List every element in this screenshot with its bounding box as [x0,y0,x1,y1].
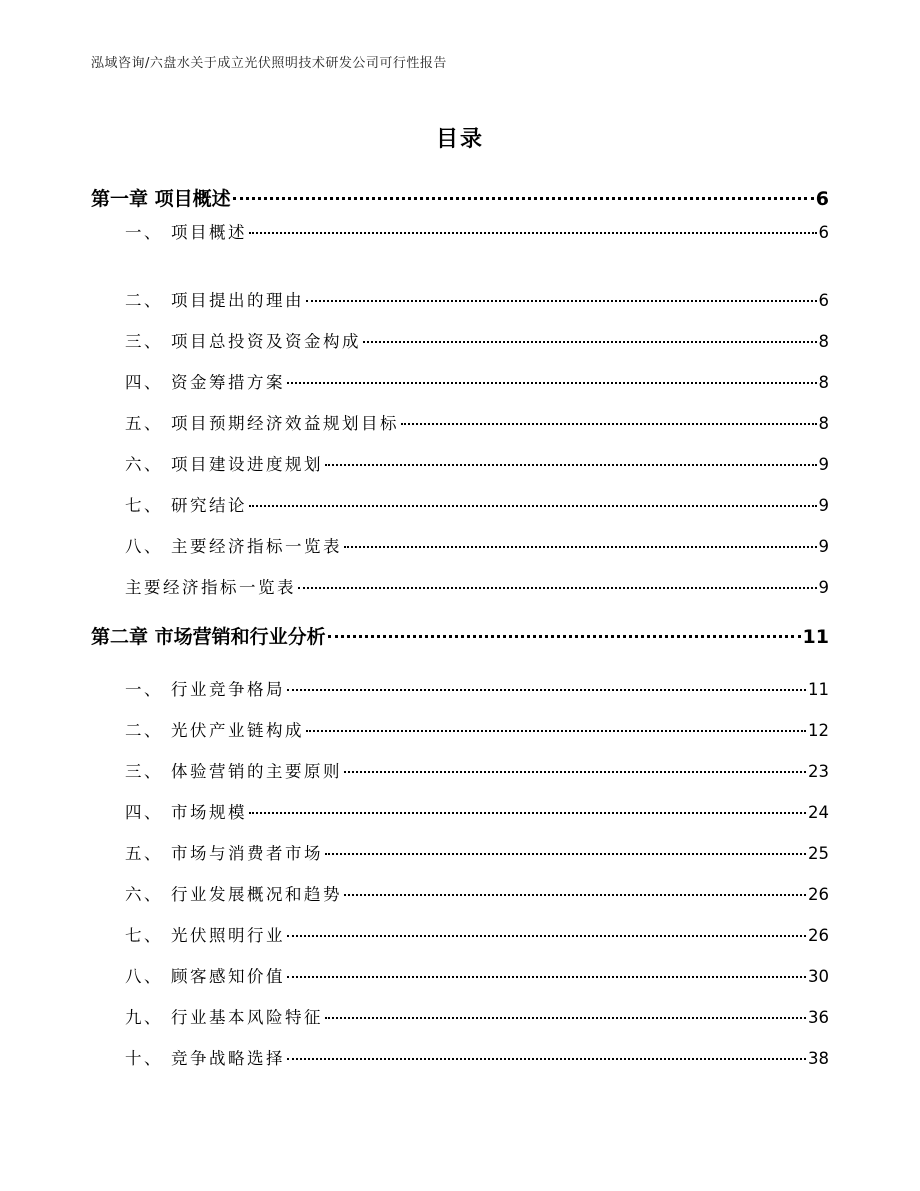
dot-leader [306,730,806,732]
item-number: 七、 [125,926,163,945]
item-number: 四、 [125,373,163,392]
dot-leader [287,976,806,978]
item-number: 七、 [125,496,163,515]
dot-leader [233,197,814,200]
page-number: 8 [818,414,829,433]
item-label: 行业发展概况和趋势 [171,885,342,904]
item-label: 光伏产业链构成 [171,721,304,740]
item-label: 项目预期经济效益规划目标 [171,414,399,433]
item-number: 三、 [125,332,163,351]
item-label: 市场规模 [171,803,247,822]
item-number: 二、 [125,291,163,310]
toc-item[interactable] [125,369,829,393]
item-number: 九、 [125,1008,163,1027]
item-number: 一、 [125,223,163,242]
item-number: 三、 [125,762,163,781]
item-label: 竞争战略选择 [171,1049,285,1068]
item-label: 市场与消费者市场 [171,844,323,863]
item-label: 项目概述 [171,223,247,242]
toc-item[interactable] [125,963,829,987]
page-number: 30 [808,967,829,986]
page-number: 24 [808,803,829,822]
item-number: 六、 [125,455,163,474]
chapter-label: 第二章 市场营销和行业分析 [91,626,326,648]
toc-item[interactable] [125,922,829,946]
item-number: 五、 [125,414,163,433]
toc-item[interactable] [125,533,829,557]
item-label: 行业竞争格局 [171,680,285,699]
toc-chapter-2[interactable] [91,622,829,649]
toc-item[interactable] [125,758,829,782]
item-label: 项目总投资及资金构成 [171,332,361,351]
page-number: 9 [818,496,829,515]
page-number: 12 [808,721,829,740]
item-label: 行业基本风险特征 [171,1008,323,1027]
toc-item[interactable] [125,451,829,475]
item-label: 项目建设进度规划 [171,455,323,474]
item-label: 研究结论 [171,496,247,515]
page-number: 6 [815,188,829,210]
page-number: 38 [808,1049,829,1068]
page-number: 8 [818,373,829,392]
dot-leader [325,464,817,466]
dot-leader [344,894,806,896]
page-number: 11 [808,680,829,699]
chapter-label: 第一章 项目概述 [91,188,231,210]
item-label: 资金筹措方案 [171,373,285,392]
page-number: 25 [808,844,829,863]
item-number: 八、 [125,537,163,556]
toc-item[interactable] [125,1045,829,1069]
toc-chapter-1[interactable] [91,184,829,211]
toc-item[interactable] [125,1004,829,1028]
dot-leader [328,635,801,638]
item-number: 六、 [125,885,163,904]
item-label: 主要经济指标一览表 [125,578,296,597]
page-header: 泓域咨询/六盘水关于成立光伏照明技术研发公司可行性报告 [91,56,447,71]
item-number: 一、 [125,680,163,699]
item-label: 主要经济指标一览表 [171,537,342,556]
page-number: 26 [808,885,829,904]
dot-leader [287,1058,806,1060]
item-number: 八、 [125,967,163,986]
page-number: 9 [818,578,829,597]
toc-item[interactable] [125,881,829,905]
dot-leader [249,505,817,507]
toc-item[interactable] [125,287,829,311]
dot-leader [325,1017,806,1019]
dot-leader [344,546,817,548]
dot-leader [298,587,817,589]
page-number: 8 [818,332,829,351]
item-number: 五、 [125,844,163,863]
dot-leader [325,853,806,855]
dot-leader [287,689,806,691]
dot-leader [363,341,817,343]
dot-leader [287,935,806,937]
page-number: 9 [818,537,829,556]
dot-leader [287,382,817,384]
item-label: 光伏照明行业 [171,926,285,945]
item-label: 顾客感知价值 [171,967,285,986]
dot-leader [401,423,817,425]
toc-item[interactable] [125,717,829,741]
toc-item[interactable] [125,492,829,516]
page-number: 23 [808,762,829,781]
item-label: 项目提出的理由 [171,291,304,310]
toc-item[interactable] [125,410,829,434]
toc-item[interactable] [125,676,829,700]
item-number: 十、 [125,1049,163,1068]
toc-item[interactable] [125,840,829,864]
toc-item[interactable] [125,219,829,243]
page-number: 9 [818,455,829,474]
item-label: 体验营销的主要原则 [171,762,342,781]
page-number: 6 [818,291,829,310]
dot-leader [249,812,806,814]
toc-item[interactable] [125,328,829,352]
page-number: 11 [802,626,829,648]
dot-leader [306,300,817,302]
toc-title: 目录 [435,127,484,152]
page-number: 36 [808,1008,829,1027]
toc-item[interactable] [125,574,829,598]
dot-leader [249,232,817,234]
item-number: 四、 [125,803,163,822]
page-number: 6 [818,223,829,242]
item-number: 二、 [125,721,163,740]
dot-leader [344,771,806,773]
page-number: 26 [808,926,829,945]
toc-item[interactable] [125,799,829,823]
